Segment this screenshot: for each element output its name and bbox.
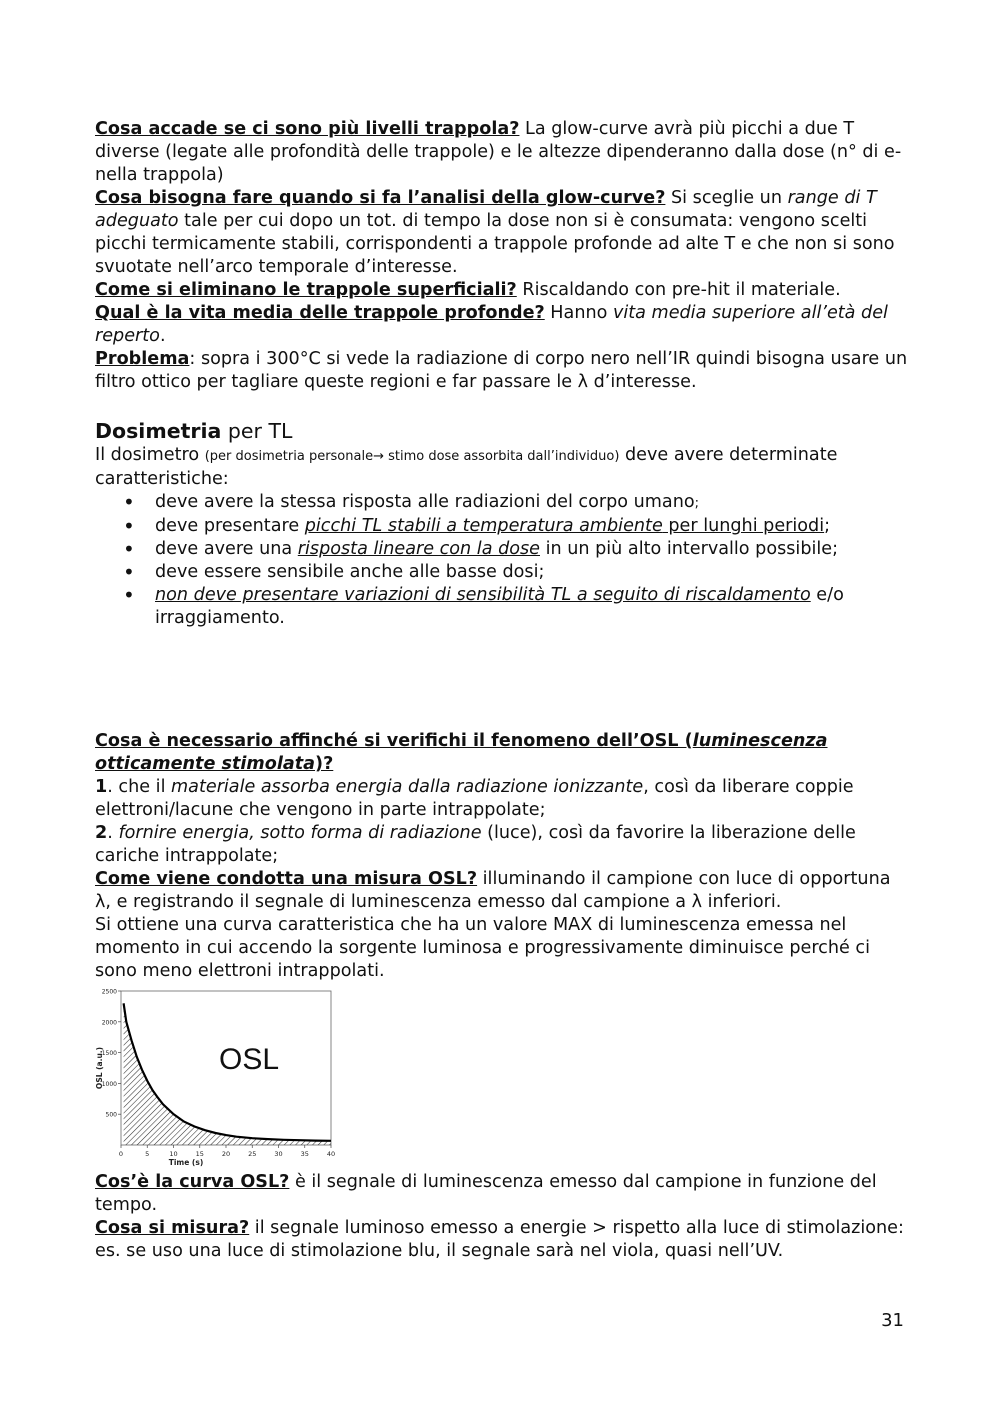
answer-emphasis: range di T adeguato: [95, 188, 877, 231]
osl-chart: [91, 987, 336, 1167]
answer-emphasis: vita media superiore all’età del reperto: [95, 303, 888, 346]
y-tick-label: 2500: [101, 988, 117, 996]
answer: illuminando il campione con luce di opportuna λ, e registrando il segnale di luminescenza emesso dal campione a λ inferiori.: [95, 869, 891, 912]
intro-text: deve avere determinate caratteristiche:: [95, 445, 838, 489]
y-tick-label: 2000: [101, 1019, 117, 1027]
osl-curve-description: Si ottiene una curva caratteristica che ha un valore MAX di luminescenza emessa nel momento in cui accendo la sorgente luminosa e progressivamente diminuisce perché ci sono meno elettroni intrappolati.: [95, 915, 870, 981]
list-item: • deve presentare picchi TL stabili a temperatura ambiente per lunghi periodi;: [155, 515, 910, 538]
x-tick-label: 15: [195, 1150, 204, 1158]
osl-point-2: 2. fornire energia, sotto forma di radiazione (luce), così da favorire la liberazione delle cariche intrappolate;: [95, 823, 856, 866]
question: Cosa bisogna fare quando si fa l’analisi della glow-curve?: [95, 188, 666, 208]
x-tick-label: 25: [248, 1150, 257, 1158]
answer: .: [159, 326, 166, 346]
answer: Riscaldando con pre-hit il materiale.: [516, 280, 841, 300]
osl-annotation: OSL: [219, 1043, 280, 1076]
x-tick-label: 10: [169, 1150, 178, 1158]
answer: Hanno: [544, 303, 613, 323]
y-tick-label: 1500: [101, 1050, 117, 1058]
answer: La glow-curve avrà più picchi a due T diverse (legate alle profondità delle trappole) e le altezze dipenderanno dalla dose (n° di e- nella trappola): [95, 119, 902, 185]
question: Cosa è necessario affinché si verifichi il fenomeno dell’OSL (: [95, 731, 693, 751]
x-axis-label: Time (s): [168, 1158, 204, 1167]
osl-measure: [95, 868, 910, 914]
osl-what-measured: [95, 1217, 910, 1263]
paragraph-glow-curve-analysis: [95, 187, 910, 279]
question: Come si eliminano le trappole superficiali?: [95, 280, 517, 300]
page-number: 31: [881, 1310, 904, 1331]
list-item: • non deve presentare variazioni di sensibilità TL a seguito di riscaldamento e/o irraggiamento.: [155, 584, 910, 630]
question: Cosa si misura?: [95, 1218, 250, 1238]
osl-curve-definition: [95, 1171, 910, 1217]
characteristics-list: [95, 491, 910, 630]
page-content: [95, 118, 910, 1263]
intro-note: (per dosimetria personale→ stimo dose assorbita dall’individuo): [204, 449, 620, 464]
question: Cosa accade se ci sono più livelli trappola?: [95, 119, 520, 139]
list-item: • deve avere una risposta lineare con la dose in un più alto intervallo possibile;: [155, 538, 910, 561]
answer: il segnale luminoso emesso a energie > rispetto alla luce di stimolazione: es. se uso una luce di stimolazione blu, il segnale sarà nel viola, quasi nell’UV.: [95, 1218, 904, 1261]
y-axis-label: OSL (a.u.): [95, 1046, 104, 1090]
intro-text: Il dosimetro: [95, 445, 205, 465]
x-tick-label: 0: [118, 1150, 124, 1158]
osl-point-1: 1. che il materiale assorba energia dalla radiazione ionizzante, così da liberare coppie elettroni/lacune che vengono in parte intrappolate;: [95, 777, 854, 820]
answer: : sopra i 300°C si vede la radiazione di corpo nero nell’IR quindi bisogna usare un filtro ottico per tagliare queste regioni e far passare le λ d’interesse.: [95, 349, 908, 392]
y-tick-label: 500: [105, 1111, 117, 1119]
x-tick-label: 40: [326, 1150, 336, 1158]
paragraph-problem: [95, 348, 910, 394]
y-tick-label: 1000: [101, 1080, 117, 1088]
answer: è il segnale di luminescenza emesso dal campione in funzione del tempo.: [95, 1172, 877, 1215]
question: Problema: [95, 349, 190, 369]
osl-question: [95, 730, 910, 776]
heading-bold: Dosimetria: [95, 419, 222, 443]
x-tick-label: 20: [221, 1150, 231, 1158]
x-tick-label: 5: [145, 1150, 150, 1158]
dosimetro-intro: [95, 444, 910, 491]
paragraph-multiple-trap-levels: [95, 118, 910, 187]
answer: tale per cui dopo un tot. di tempo la dose non si è consumata: vengono scelti picchi termicamente stabili, corrispondenti a trappole profonde ad alte T e che non si sono svuotate nell’arco temporale d’interesse.: [95, 211, 895, 277]
paragraph-deep-traps-lifetime: [95, 302, 910, 348]
list-item: • deve essere sensibile anche alle basse dosi;: [155, 561, 910, 584]
question-emphasis: luminescenza otticamente stimolata: [95, 731, 828, 774]
question: Qual è la vita media delle trappole profonde?: [95, 303, 545, 323]
question: Come viene condotta una misura OSL?: [95, 869, 478, 889]
osl-chart-svg: [91, 987, 336, 1167]
answer: Si sceglie un: [665, 188, 788, 208]
paragraph-superficial-traps: [95, 279, 910, 302]
question: )?: [315, 754, 334, 774]
heading-rest: per TL: [221, 419, 293, 443]
x-tick-label: 30: [274, 1150, 283, 1158]
x-tick-label: 35: [300, 1150, 309, 1158]
section-heading-dosimetria: [95, 418, 910, 444]
question: Cos’è la curva OSL?: [95, 1172, 290, 1192]
list-item: • deve avere la stessa risposta alle radiazioni del corpo umano;: [155, 491, 910, 515]
